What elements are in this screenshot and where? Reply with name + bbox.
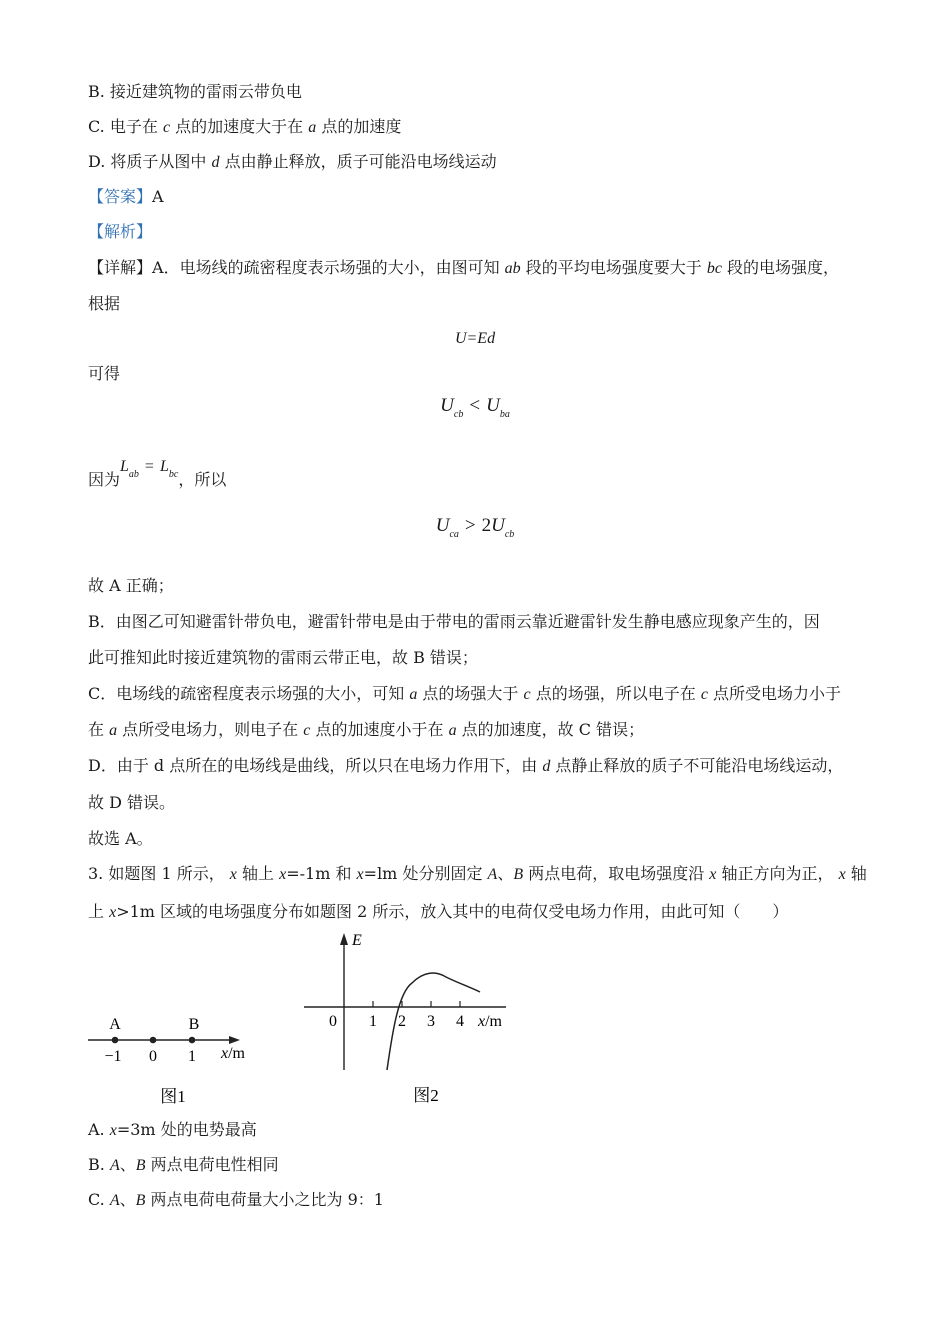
formula-uca-2ucb: $U_{ca} > 2U_{cb}$	[435, 515, 515, 540]
answer-tag: 【答案】	[88, 187, 153, 206]
fig2-tick-label-2: 2	[398, 1013, 406, 1030]
q3-option-c: C. A、B 两点电荷电荷量大小之比为 9：1	[88, 1190, 384, 1209]
q3-option-a: A. x=3m 处的电势最高	[88, 1120, 257, 1139]
figure-2	[300, 925, 520, 1110]
fig1-point-origin	[150, 1037, 157, 1044]
figure-1	[80, 1010, 270, 1110]
detail-d-line2: 故 D 错误。	[88, 793, 176, 812]
option-d-prev: D. 将质子从图中 d 点由静止释放，质子可能沿电场线运动	[88, 152, 497, 171]
fig2-axis-label: x/m	[478, 1013, 502, 1030]
option-c-prev: C. 电子在 c 点的加速度大于在 a 点的加速度	[88, 117, 402, 136]
formula-ucb-uba: $U_{cb} < U_{ba}$	[440, 395, 510, 420]
q3-option-b: B. A、B 两点电荷电性相同	[88, 1155, 279, 1174]
detail-a-line2: 根据	[88, 294, 121, 313]
q3-stem-line1: 3. 如题图 1 所示， x 轴上 x=-1m 和 x=lm 处分别固定 A、B 两点电荷，取电场强度沿 x 轴正方向为正， x 轴	[88, 864, 867, 883]
detail-b-line2: 此可推知此时接近建筑物的雷雨云带正电，故 B 错误；	[88, 648, 478, 667]
fig2-tick-label-0: 0	[329, 1013, 337, 1030]
fig1-axis-label: x/m	[221, 1045, 245, 1062]
option-b-prev: B. 接近建筑物的雷雨云带负电	[88, 82, 302, 101]
fig1-tick-1: 1	[188, 1048, 196, 1065]
fig2-tick-label-1: 1	[369, 1013, 377, 1030]
detail-a-line4: 因为$L_{ab} = L_{bc}$，所以	[88, 458, 227, 489]
answer-value: A	[152, 187, 164, 206]
detail-a-conclusion: 故 A 正确；	[88, 576, 174, 595]
formula-u-ed: U=Ed	[454, 330, 496, 347]
fig1-label-b: B	[188, 1016, 200, 1033]
fig1-tick-m1: −1	[104, 1048, 122, 1065]
detail-d-line1: D．由于 d 点所在的电场线是曲线，所以只在电场力作用下，由 d 点静止释放的质子不可能沿电场线运动，	[88, 756, 844, 775]
detail-c-line2: 在 a 点所受电场力，则电子在 c 点的加速度小于在 a 点的加速度，故 C 错误；	[88, 720, 645, 739]
fig2-y-arrow	[340, 933, 348, 945]
fig1-tick-0: 0	[149, 1048, 157, 1065]
detail-c-line1: C．电场线的疏密程度表示场强的大小，可知 a 点的场强大于 c 点的场强，所以电子在 c 点所受电场力小于	[88, 684, 842, 703]
fig1-point-b	[189, 1037, 196, 1044]
fig1-caption: 图1	[160, 1087, 186, 1106]
q3-stem-line2: 上 x>1m 区域的电场强度分布如题图 2 所示，放入其中的电荷仅受电场力作用，由此可知（ ）	[88, 902, 789, 921]
answer-line	[88, 187, 164, 207]
analysis-tag: 【解析】	[88, 222, 153, 241]
fig1-label-a: A	[109, 1016, 121, 1033]
detail-a-line1: 【详解】A．电场线的疏密程度表示场强的大小，由图可知 ab 段的平均电场强度要大于 bc 段的电场强度，	[88, 258, 840, 277]
fig1-point-a	[112, 1037, 119, 1044]
detail-a-line3: 可得	[88, 364, 121, 383]
fig2-tick-label-3: 3	[427, 1013, 435, 1030]
fig1-arrow	[229, 1036, 240, 1044]
detail-conclusion: 故选 A。	[88, 829, 153, 848]
fig2-tick-label-4: 4	[456, 1013, 464, 1030]
fig2-y-label: E	[352, 932, 362, 949]
fig2-caption: 图2	[413, 1086, 439, 1105]
detail-b-line1: B．由图乙可知避雷针带负电，避雷针带电是由于带电的雷雨云靠近避雷针发生静电感应现象产生的，因	[88, 612, 820, 631]
